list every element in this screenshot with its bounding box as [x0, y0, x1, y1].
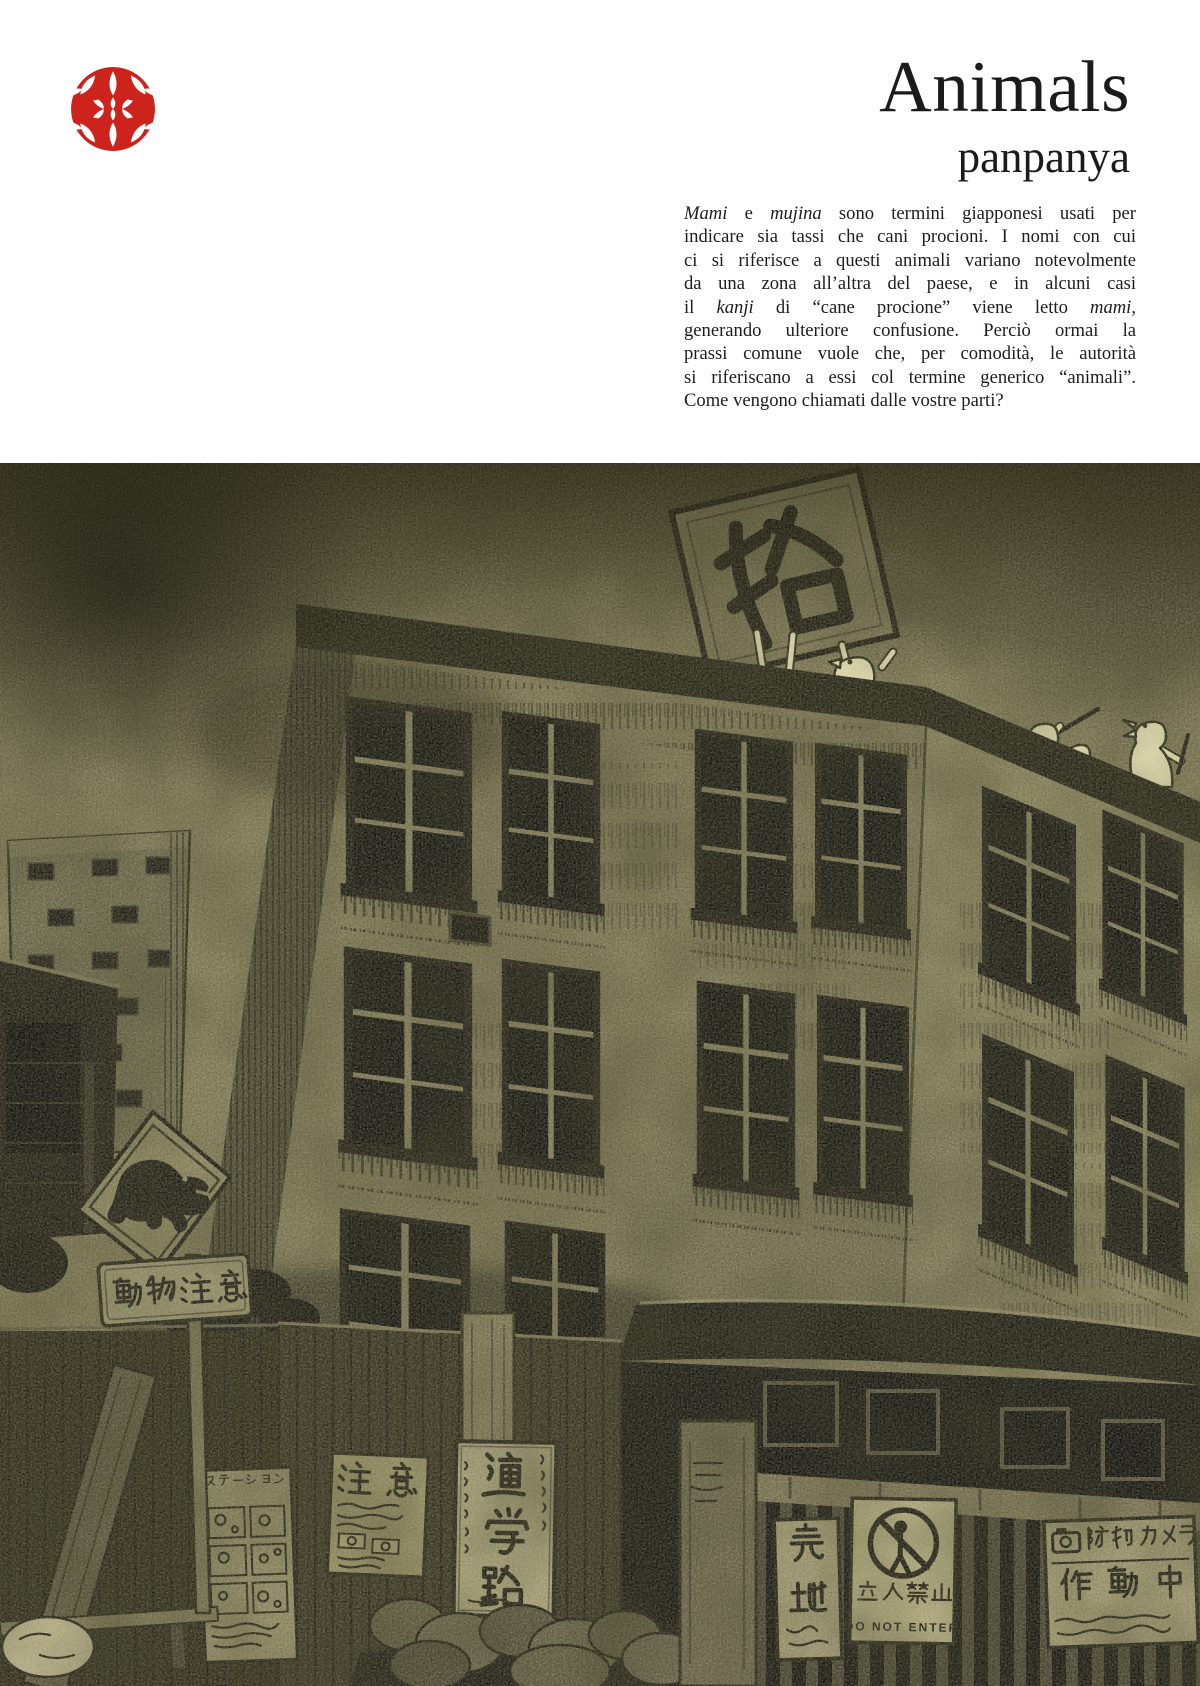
publisher-logo-icon — [70, 66, 156, 152]
paper-texture — [0, 463, 1200, 1686]
intro-line: generando ulteriore confusione. Perciò ormai la — [684, 320, 1136, 342]
intro-line: Mami e mujina sono termini giapponesi usati per — [684, 203, 1136, 224]
intro-line: ci si riferisce a questi animali variano notevolmente — [684, 249, 1136, 271]
page-title: Animals — [879, 46, 1130, 127]
intro-line: il kanji di “cane procione” viene letto mami, — [684, 296, 1137, 318]
cover-illustration — [0, 463, 1200, 1686]
intro-paragraph — [684, 202, 1136, 413]
intro-line: indicare sia tassi che cani procioni. I nomi con cui — [684, 226, 1136, 248]
intro-line: Come vengono chiamati dalle vostre parti? — [684, 390, 1004, 412]
author-name: panpanya — [957, 132, 1130, 182]
intro-line: prassi comune vuole che, per comodità, le autorità — [684, 343, 1136, 365]
intro-line: da una zona all’altra del paese, e in alcuni casi — [684, 273, 1136, 295]
intro-line: si riferiscano a essi col termine generico “animali”. — [684, 366, 1136, 388]
